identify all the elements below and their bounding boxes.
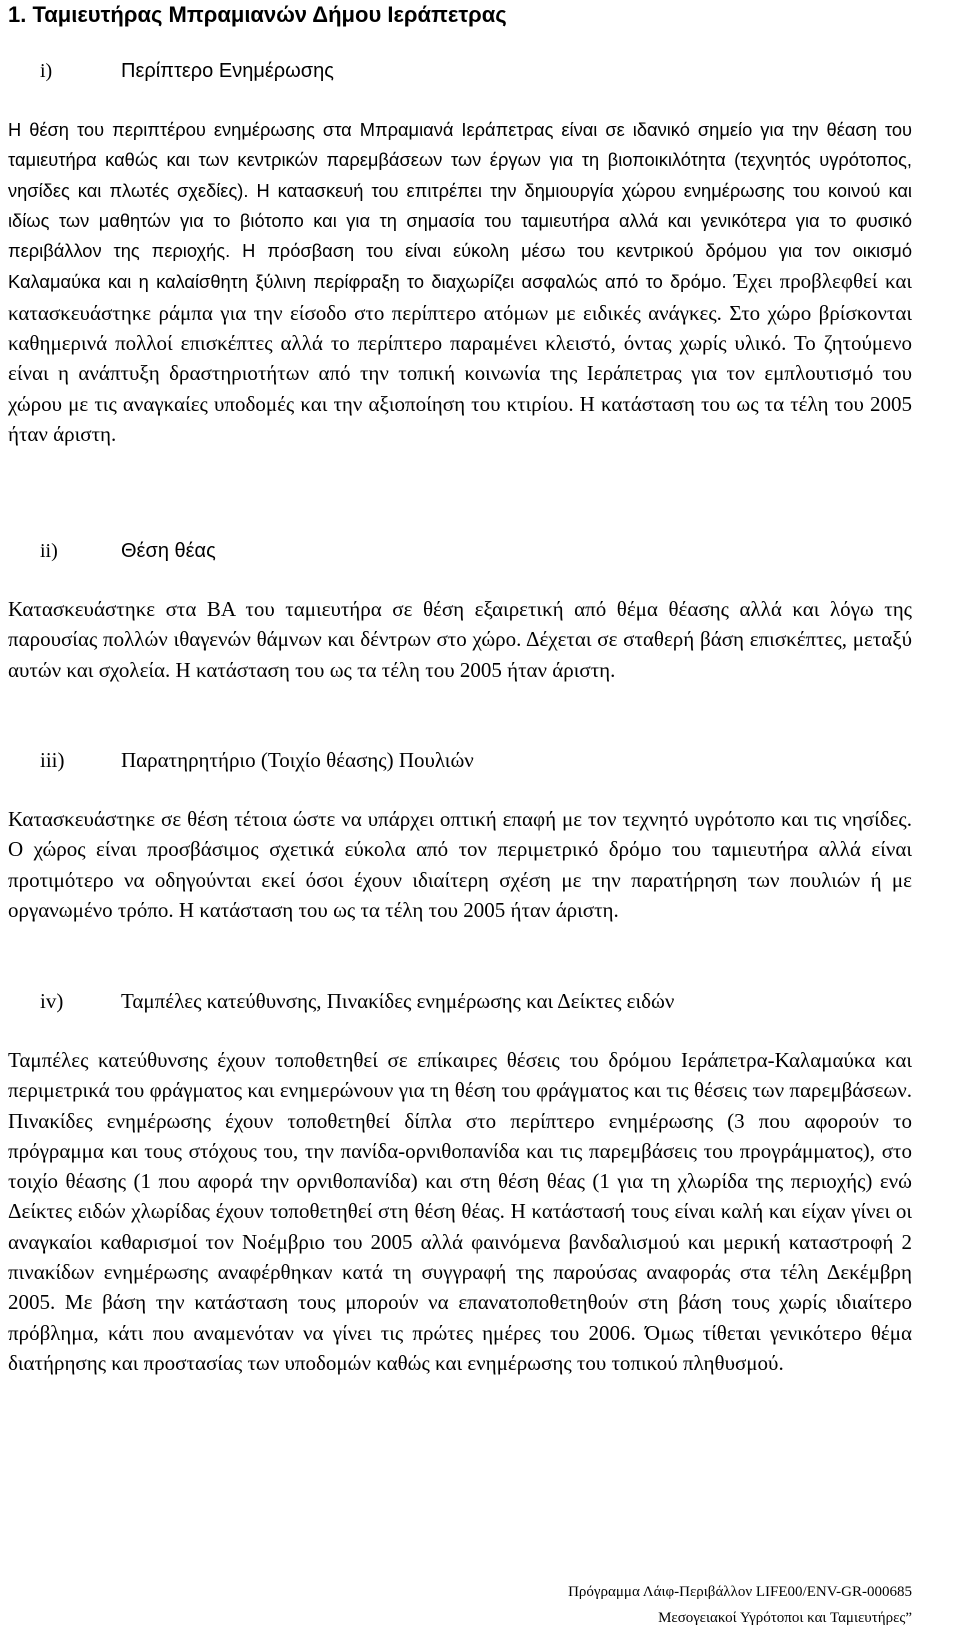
paragraph-text: Κατασκευάστηκε σε θέση τέτοια ώστε να υπάρχει οπτική επαφή με τον τεχνητό υγρότοπο και τις νησίδες. Ο χώρος είναι προσβάσιμος σχετικά εύκολα από τον περιμετρικό δρόμο του ταμιευτήρα αλλά είναι προτιμότερο να οδηγούνται εκεί όσοι έχουν ιδιαίτερη σχέση με την παρατήρηση των πουλιών ή με οργανωμένο τρόπο. Η κατάσταση του ως τα τέλη του 2005 ήταν άριστη.: [8, 807, 912, 922]
section-paragraph-iv: [8, 1045, 912, 1378]
footer-program: Πρόγραμμα Λάιφ-Περιβάλλον LIFE00/ENV-GR-000685: [568, 1584, 912, 1600]
section-number: i): [40, 60, 53, 82]
section-paragraph-i: [8, 115, 912, 449]
section-number: ii): [40, 540, 58, 562]
section-number: iv): [40, 989, 64, 1013]
paragraph-text: Κατασκευάστηκε στα ΒΑ του ταμιευτήρα σε θέση εξαιρετική από θέμα θέασης αλλά και λόγω της παρουσίας πολλών ιθαγενών θάμνων και δέντρων στο χώρο. Δέχεται σε σταθερή βάση επισκέπτες, μεταξύ αυτών και σχολεία. Η κατάσταση του ως τα τέλη του 2005 ήταν άριστη.: [8, 597, 912, 682]
section-number: iii): [40, 748, 65, 772]
footer-subtitle: Μεσογειακοί Υγρότοποι και Ταμιευτήρες”: [658, 1610, 912, 1626]
document-title: 1. Ταμιευτήρας Μπραμιανών Δήμου Ιεράπετρας: [8, 2, 507, 27]
section-title: Παρατηρητήριο (Τοιχίο θέασης) Πουλιών: [121, 748, 474, 772]
paragraph-text: Έχει προβλεφθεί και κατασκευάστηκε ράμπα για την είσοδο στο περίπτερο ατόμων με ειδικές ανάγκες. Στο χώρο βρίσκονται καθημερινά πολλοί επισκέπτες αλλά το περίπτερο παραμένει κλειστό, όντας χωρίς υλικό. Το ζητούμενο είναι η ανάπτυξη δραστηριοτήτων από την τοπική κοινωνία της Ιεράπετρας για τον εμπλουτισμό του χώρου με τις αναγκαίες υποδομές και την αξιοποίηση του κτιρίου. Η κατάσταση του ως τα τέλη του 2005 ήταν άριστη.: [8, 269, 912, 446]
section-paragraph-ii: [8, 594, 912, 685]
section-title: Περίπτερο Ενημέρωσης: [121, 60, 334, 82]
paragraph-text: Η θέση του περιπτέρου ενημέρωσης στα Μπραμιανά Ιεράπετρας είναι σε ιδανικό σημείο για την θέαση του ταμιευτήρα καθώς και των κεντρικών παρεμβάσεων των έργων για τη βιοποικιλότητα (τεχνητός υγρότοπος, νησίδες και πλωτές σχεδίες). Η κατασκευή του επιτρέπει την δημιουργία χώρου ενημέρωσης του κοινού και ιδίως των μαθητών για το βιότοπο και για τη σημασία του ταμιευτήρα αλλά και γενικότερα για το φυσικό περιβάλλον της περιοχής. Η πρόσβαση του είναι εύκολη μέσω του κεντρικού δρόμου για τον οικισμό Καλαμαύκα και η καλαίσθητη ξύλινη περίφραξη το διαχωρίζει ασφαλώς από το δρόμο.: [8, 119, 912, 293]
section-paragraph-iii: [8, 804, 912, 925]
section-title: Θέση θέας: [121, 540, 216, 562]
paragraph-text: Ταμπέλες κατεύθυνσης έχουν τοποθετηθεί σε επίκαιρες θέσεις του δρόμου Ιεράπετρα-Καλαμαύκα και περιμετρικά του φράγματος και ενημερώνουν για τη θέση του φράγματος και τις θέσεις των παρεμβάσεων. Πινακίδες ενημέρωσης έχουν τοποθετηθεί δίπλα στο περίπτερο ενημέρωσης (3 που αφορούν το πρόγραμμα και τους στόχους του, την πανίδα-ορνιθοπανίδα και τις παρεμβάσεις του προγράμματος), στο τοιχίο θέασης (1 που αφορά την ορνιθοπανίδα) και στη θέση θέας (1 για τη χλωρίδα της περιοχής) ενώ Δείκτες ειδών χλωρίδας έχουν τοποθετηθεί στη θέση θέας. Η κατάστασή τους είναι καλή και είχαν γίνει οι αναγκαίοι καθαρισμοί τον Νοέμβριο του 2005 αλλά φαινόμενα βανδαλισμού και μερική καταστροφή 2 πινακίδων ενημέρωσης αναφέρθηκαν κατά τη συγγραφή της παρούσας αναφοράς στα τέλη Δεκέμβρη 2005. Με βάση την κατάσταση τους μπορούν να επανατοποθετηθούν στη βάση τους χωρίς ιδιαίτερο πρόβλημα, κάτι που αναμενόταν να γίνει τις πρώτες ημέρες του 2006. Όμως τίθεται γενικότερο θέμα διατήρησης και προστασίας των υποδομών καθώς και ενημέρωσης του τοπικού πληθυσμού.: [8, 1048, 912, 1375]
section-title: Ταμπέλες κατεύθυνσης, Πινακίδες ενημέρωσης και Δείκτες ειδών: [121, 989, 675, 1013]
